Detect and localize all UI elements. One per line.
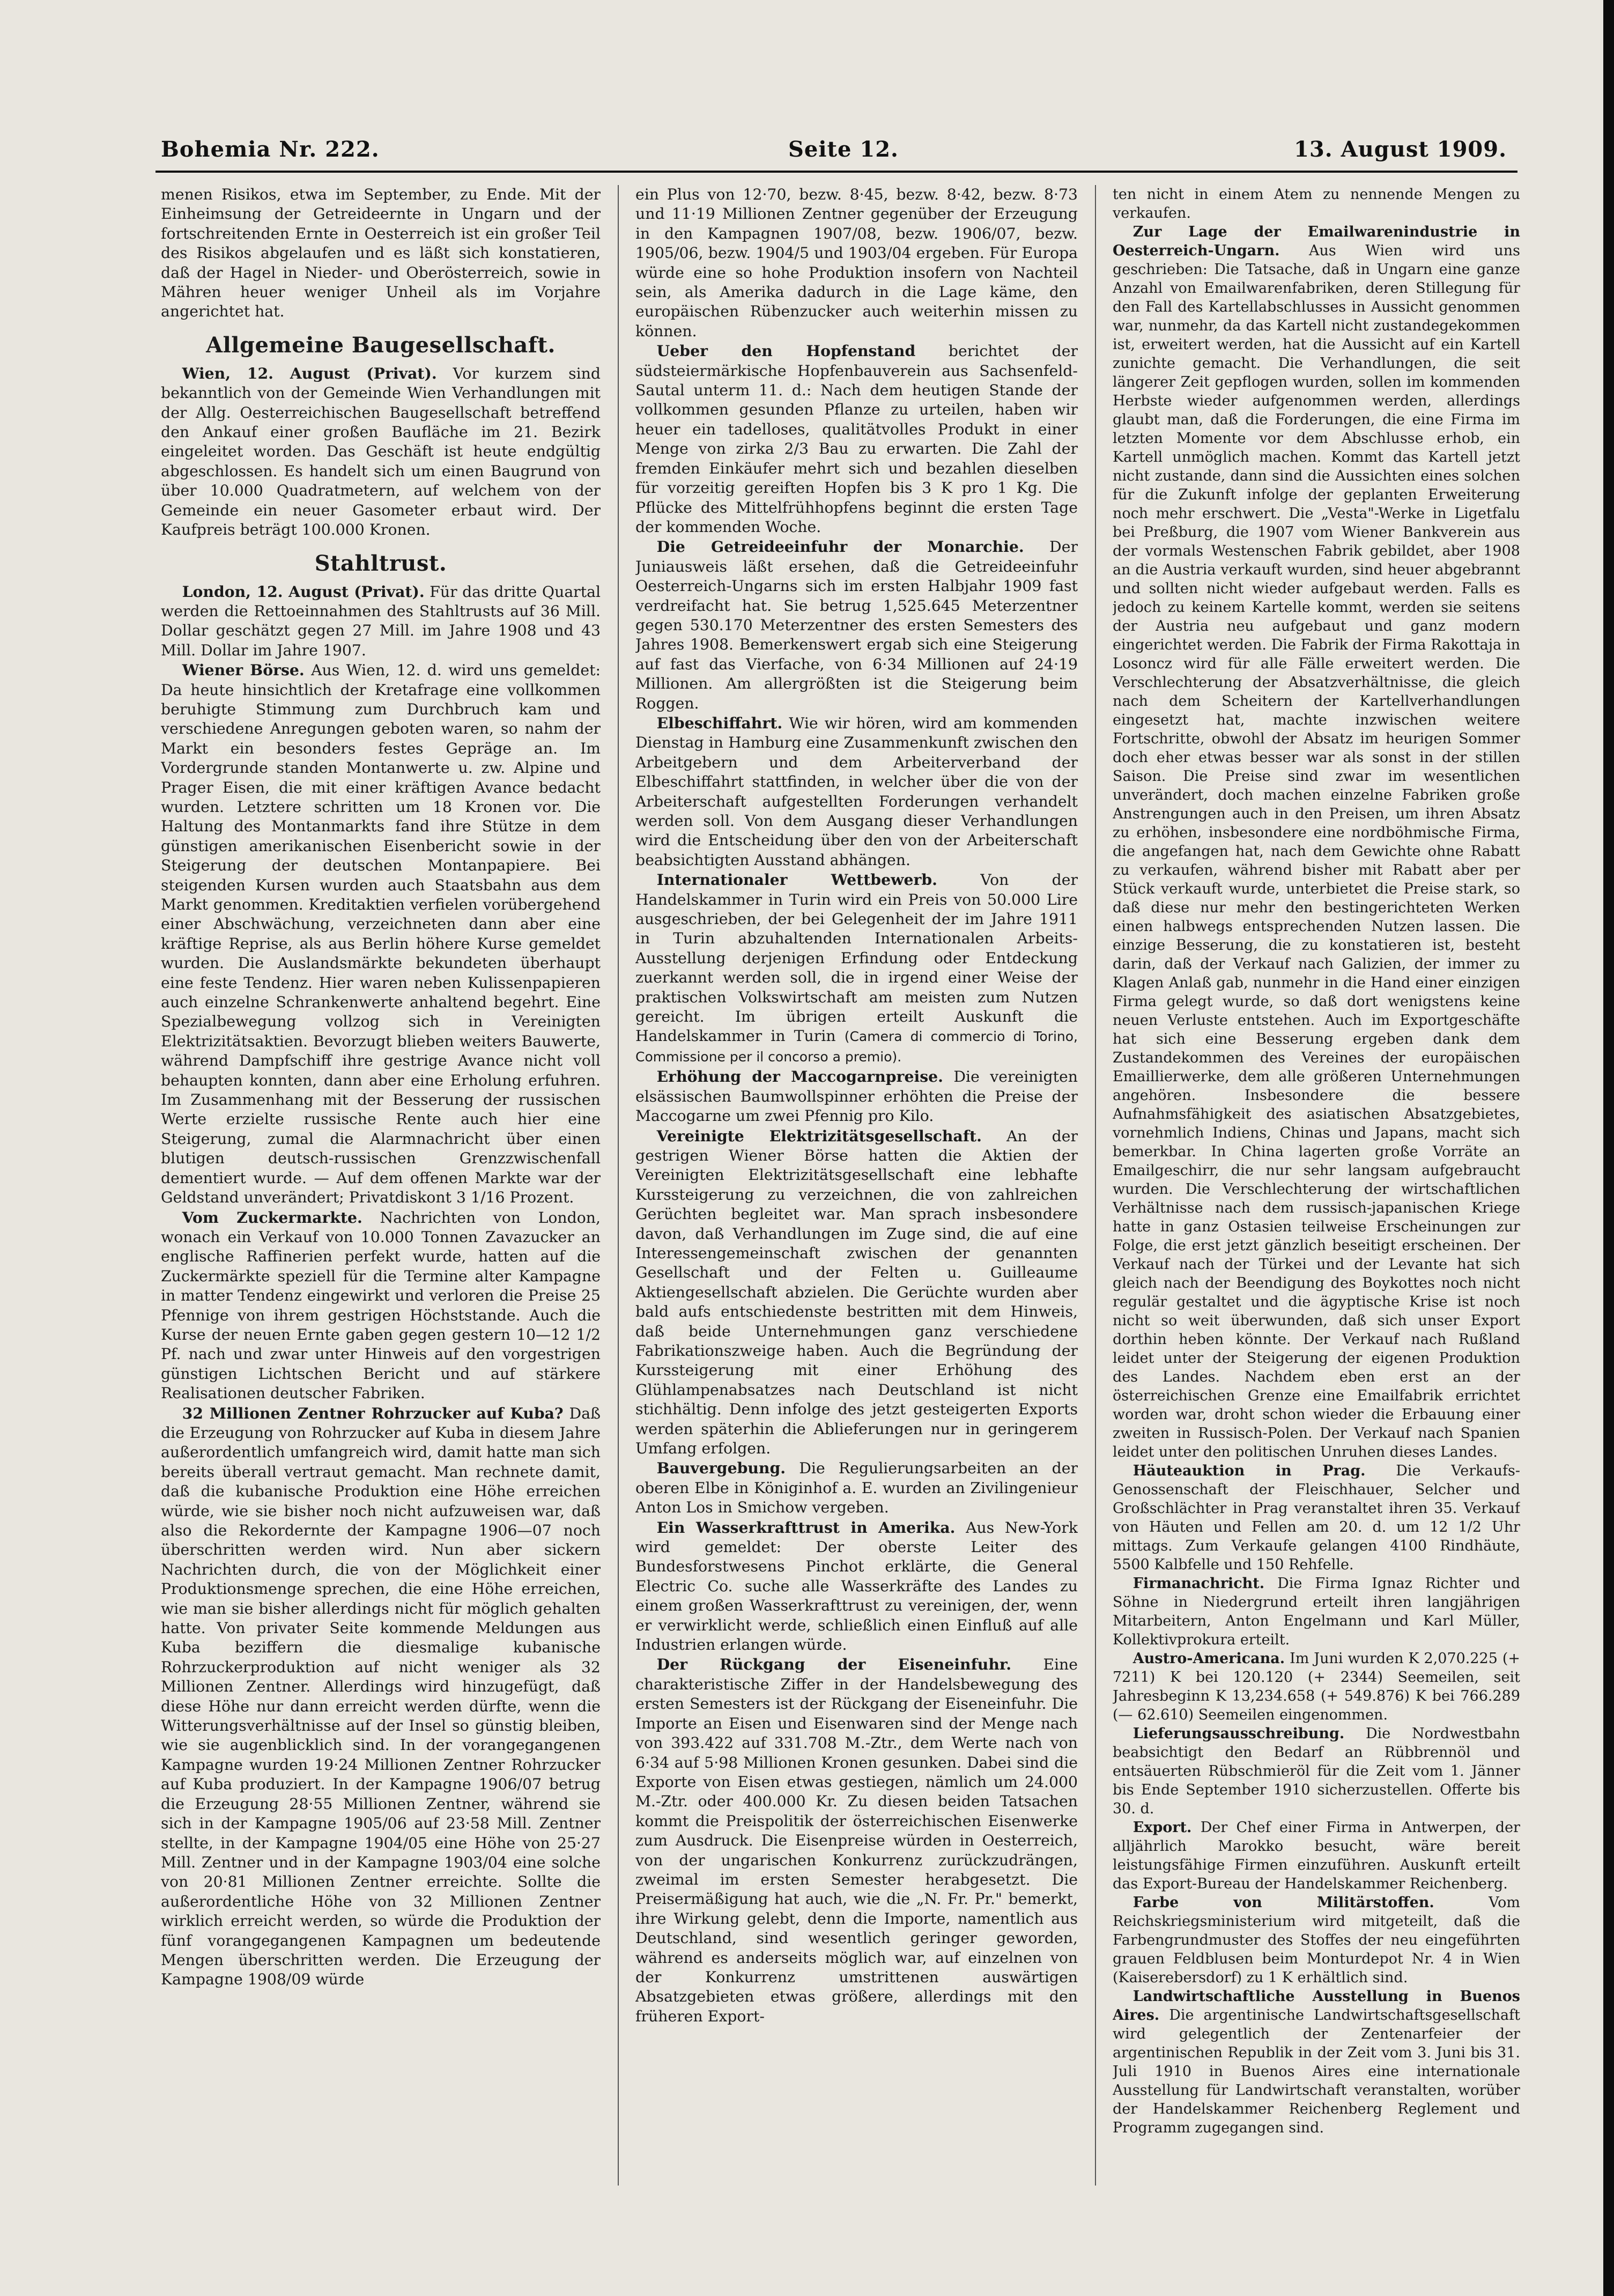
- run-in-heading: Austro-Americana.: [1132, 1650, 1285, 1667]
- article-maccogarn: [635, 1067, 1078, 1126]
- article-militaerstoffe: [1113, 1893, 1520, 1987]
- scan-edge: [1603, 0, 1614, 2296]
- article-text: Die Nordwestbahn beabsichtigt den Bedarf an Rübbrennöl und entsäuerten Rübschmieröl für die Zeit vom 1. Jänner bis Ende September 1910 sicherzustellen. Offerte bis 30. d.: [1113, 1725, 1520, 1817]
- run-in-heading: Lieferungsausschreibung.: [1132, 1725, 1345, 1742]
- dateline: London, 12. August (Privat).: [182, 582, 425, 601]
- article-text: Der Juniausweis läßt ersehen, daß die Getreideeinfuhr Oesterreich-Ungarns sich im ersten Halbjahr 1909 fast verdreifacht hat. Sie betrug 1,525.645 Meterzentner gegen 530.170 Meterzentner des ersten Semesters des Jahres 1908. Bemerkenswert ergab sich eine Steigerung auf fast das Vierfache, von 6·34 Millionen auf 24·19 Millionen. Am allergrößten ist die Steigerung beim Roggen.: [635, 538, 1078, 712]
- article-text: Vor kurzem sind bekanntlich von der Gemeinde Wien Verhandlungen mit der Allg. Oesterreichischen Baugesellschaft betreffend den Ankauf einer großen Baufläche im 21. Bezirk eingeleitet worden. Das Geschäft ist heute endgültig abgeschlossen. Es handelt sich um einen Baugrund von über 10.000 Quadratmetern, auf welchem von der Gemeinde ein neuer Gasometer erbaut wird. Der Kaufpreis beträgt 100.000 Kronen.: [161, 364, 601, 539]
- column-3: [1113, 185, 1520, 2186]
- article-text: Die argentinische Landwirtschaftsgesellschaft wird gelegentlich der Zentenarfeier der argentinischen Republik in der Zeit vom 3. Juni bis 31. Juli 1910 in Buenos Aires eine internationale Ausstellung für Landwirtschaft veranstalten, worüber der Handelskammer Reichenberg Reglement und Programm zugegangen sind.: [1113, 2007, 1520, 2136]
- run-in-heading: Vom Zuckermarkte.: [182, 1208, 362, 1227]
- article-baugesellschaft: [161, 364, 601, 540]
- article-text: Im Juni wurden K 2,070.225 (+ 7211) K bei 120.120 (+ 2344) Seemeilen, seit Jahresbeginn K 13,234.658 (+ 549.876) K bei 766.289 (— 62.610) Seemeilen eingenommen.: [1113, 1650, 1520, 1723]
- article-export: [1113, 1818, 1520, 1893]
- article-elektrizitaet: [635, 1126, 1078, 1459]
- run-in-heading: Zur Lage der Emailwarenindustrie in Oesterreich-Ungarn.: [1113, 224, 1520, 259]
- article-text: Aus Wien, 12. d. wird uns gemeldet: Da heute hinsichtlich der Kretafrage eine vollkommen beruhigte Stimmung zum Durchbruch kam und verschiedene Anregungen geboten waren, so nahm der Markt ein besonders festes Gepräge an. Im Vordergrunde standen Montanwerte u. zw. Alpine und Prager Eisen, die mit einer kräftigen Avance bedacht wurden. Letztere schritten um 18 Kronen vor. Die Haltung des Montanmarkts fand ihre Stütze in dem günstigen amerikanischen Eisenbericht sowie in der Steigerung der deutschen Montanpapiere. Bei steigenden Kursen wurden auch Staatsbahn aus dem Markt genommen. Kreditaktien verfielen vorübergehend einer Abschwächung, verzeichneten dann aber eine kräftige Reprise, als aus Berlin höhere Kurse gemeldet wurden. Die Auslandsmärkte bekundeten überhaupt eine feste Tendenz. Hier waren neben Kulissenpapieren auch einzelne Schrankenwerte anhaltend begehrt. Eine Spezialbewegung vollzog sich in Vereinigten Elektrizitätsaktien. Bevorzugt blieben weiters Bauwerte, während Dampfschiff ihre gestrige Avance nicht voll behaupten konnten, dann aber eine Erholung erfuhren. Im Zusammenhang mit der Besserung der russischen Werte erzielte russische Rente auch hier eine Steigerung, zumal die Alarmnachricht über einen blutigen deutsch-russischen Grenzzwischenfall dementiert wurde. — Auf dem offenen Markte war der Geldstand unverändert; Privatdiskont 3 1/16 Prozent.: [161, 661, 601, 1207]
- issue-date: 13. August 1909.: [1294, 137, 1507, 162]
- dateline: Wien, 12. August (Privat).: [182, 364, 437, 382]
- article-bauvergebung: [635, 1458, 1078, 1517]
- article-text: Daß die Erzeugung von Rohrzucker auf Kuba in diesem Jahre außerordentlich umfangreich wird, damit hatte man sich bereits überall vertraut gemacht. Man rechnete damit, daß die kubanische Produktion eine Höhe erreichen würde, wie sie bisher noch nicht aufzuweisen war, daß also die Rekordernte der Kampagne 1906—07 noch überschritten werden wird. Nun aber sickern Nachrichten durch, die von der Möglichkeit einer Produktionsmenge sprechen, die eine Höhe erreichen, wie man sie bisher allerdings nicht für möglich gehalten hatte. Von privater Seite kommende Meldungen aus Kuba beziffern die diesmalige kubanische Rohrzuckerproduktion auf nicht weniger als 32 Millionen Zentner. Allerdings wird hinzugefügt, daß diese Höhe nur dann erreicht werden dürfte, wenn die Witterungsverhältnisse auf der Insel so günstig bleiben, wie sie augenblicklich sind. In der vorangegangenen Kampagne wurden 19·24 Millionen Zentner Rohrzucker auf Kuba produziert. In der Kampagne 1906/07 betrug die Erzeugung 28·55 Millionen Zentner, während sie sich in der Kampagne 1905/06 auf 23·58 Mill. Zentner stellte, in der Kampagne 1904/05 eine Höhe von 25·27 Mill. Zentner und in der Kampagne 1903/04 eine solche von 20·81 Millionen Zentner erreichte. Sollte die außerordentliche Höhe von 32 Millionen Zentner wirklich erreicht werden, so würde die Produktion der fünf vorangegangenen Kampagnen um bedeutende Mengen überschritten werden. Die Erzeugung der Kampagne 1908/09 würde: [161, 1404, 601, 1989]
- column-divider: [618, 185, 619, 2186]
- article-text: berichtet der südsteiermärkische Hopfenbauverein aus Sachsenfeld-Sautal unterm 11. d.: Nach dem heutigen Stande der vollkommen gesunden Pflanze zu urteilen, haben wir heuer ein tadelloses, qualitätvolles Produkt in einer Menge von zirka 2/3 Bau zu erwarten. Die Zahl der fremden Einkäufer mehrt sich und bezahlen dieselben für vorzeitig gereiften Hopfen bis 3 K pro 1 Kg. Die Pflücke des Mittelfrühhopfens beginnt die ersten Tage der kommenden Woche.: [635, 342, 1078, 536]
- article-buenos-aires: [1113, 1987, 1520, 2137]
- masthead-left: Bohemia Nr. 222.: [161, 137, 380, 162]
- article-text: Für das dritte Quartal werden die Rettoeinnahmen des Stahltrusts auf 36 Mill. Dollar geschätzt gegen 27 Mill. im Jahre 1908 und 43 Mill. Dollar im Jahre 1907.: [161, 582, 601, 659]
- run-in-heading: Elbeschiffahrt.: [656, 713, 783, 732]
- article-stahltrust: [161, 582, 601, 661]
- article-text: Aus New-York wird gemeldet: Der oberste Leiter des Bundesforstwesens Pinchot erklärte, die General Electric Co. suche alle Wasserkräfte des Landes zu einem großen Wasserkrafttrust zu vereinigen, der, wenn er verwirklicht werde, schließlich einen Einfluß auf alle Industrien erlangen würde.: [635, 1518, 1078, 1654]
- article-text: Die Firma Ignaz Richter und Söhne in Niedergrund erteilt ihren langjährigen Mitarbeitern, Anton Engelmann und Karl Müller, Kollektivprokura erteilt.: [1113, 1575, 1520, 1648]
- section-heading-stahltrust: Stahltrust.: [314, 550, 447, 576]
- article-text: Die Regulierungsarbeiten an der oberen Elbe in Königinhof a. E. wurden an Zivilingenieur Anton Los in Smichow vergeben.: [635, 1459, 1078, 1517]
- column-2: [635, 185, 1078, 2186]
- run-in-heading: Erhöhung der Maccogarnpreise.: [656, 1067, 943, 1086]
- article-text: Wie wir hören, wird am kommenden Dienstag in Hamburg eine Zusammenkunft zwischen den Arbeitgebern und dem Arbeiterverband der Elbeschiffahrt stattfinden, in welcher über die von der Arbeiterschaft aufgestellten Forderungen verhandelt werden soll. Von dem Ausgang dieser Verhandlungen wird die Entscheidung über den von der Arbeiterschaft beabsichtigten Ausstand abhängen.: [635, 714, 1078, 869]
- run-in-heading: Die Getreideeinfuhr der Monarchie.: [656, 537, 1024, 556]
- run-in-heading: Export.: [1132, 1819, 1192, 1836]
- run-in-heading: Ueber den Hopfenstand: [656, 342, 916, 360]
- article-text: Von der Handelskammer in Turin wird ein Preis von 50.000 Lire ausgeschrieben, der bei Gelegenheit der im Jahre 1911 in Turin abzuhaltenden Internationalen Arbeits-Ausstellung derjenigen Erfindung oder Entdeckung zuerkannt werden soll, die in irgend einer Weise der praktischen Volkswirtschaft am meisten zum Nutzen gereicht. Im übrigen erteilt Auskunft die Handelskammer in Turin: [635, 871, 1078, 1045]
- article-emailwaren: [1113, 223, 1520, 1461]
- italian-name: (Camera di commercio di Torino, Commissione per il concorso a premio).: [635, 1029, 1078, 1065]
- article-wiener-boerse: [161, 660, 601, 1207]
- column-divider: [1095, 185, 1096, 2186]
- article-eiseneinfuhr: [635, 1655, 1078, 2026]
- run-in-heading: Wiener Börse.: [182, 661, 305, 680]
- article-kuba: [161, 1404, 601, 1990]
- run-in-heading: Internationaler Wettbewerb.: [656, 870, 937, 889]
- article-text: Vom Reichskriegsministerium wird mitgeteilt, daß die Farbengrundmuster des Stoffes der neu eingeführten grauen Feldblusen beim Monturdepot Nr. 4 in Wien (Kaiserebersdorf) zu 1 K erhältlich sind.: [1113, 1894, 1520, 1986]
- article-text: Der Chef einer Firma in Antwerpen, der alljährlich Marokko besucht, wäre bereit leistungsfähige Firmen einzuführen. Auskunft erteilt das Export-Bureau der Handelskammer Reichenberg.: [1113, 1819, 1520, 1892]
- article-zuckermarkt: [161, 1208, 601, 1404]
- run-in-heading: 32 Millionen Zentner Rohrzucker auf Kuba?: [182, 1404, 564, 1422]
- article-text: Eine charakteristische Ziffer in der Handelsbewegung des ersten Semesters ist der Rückgang der Eiseneinfuhr. Die Importe an Eisen und Eisenwaren sind der Menge nach von 393.422 auf 331.708 M.-Ztr., dem Werte nach von 6·34 auf 5·98 Millionen Kronen gesunken. Dabei sind die Exporte von Eisen etwas gestiegen, nämlich um 24.000 M.-Ztr. oder 400.000 Kr. Zu diesen beiden Tatsachen kommt die Preispolitik der österreichischen Eisenwerke zum Ausdruck. Die Eisenpreise würden in Oesterreich, von der ungarischen Konkurrenz zurückzudrängen, zweimal im ersten Semester herabgesetzt. Die Preisermäßigung hat auch, wie die „N. Fr. Pr." bemerkt, ihre Wirkung gelebt, denn die Importe, namentlich aus Deutschland, sind wesentlich geringer geworden, während es anderseits möglich war, auf einzelnen von der Konkurrenz umstrittenen auswärtigen Absatzgebieten etwas größere, allerdings mit den früheren Export-: [635, 1656, 1078, 2025]
- header-rule: [156, 171, 1517, 173]
- run-in-heading: Landwirtschaftliche Ausstellung in Buenos Aires.: [1113, 1988, 1520, 2024]
- article-haeuteauktion: [1113, 1461, 1520, 1574]
- article-firmanachricht: [1113, 1574, 1520, 1649]
- run-in-heading: Farbe von Militärstoffen.: [1132, 1894, 1434, 1911]
- run-in-heading: Firmanachricht.: [1132, 1575, 1265, 1592]
- page-number: Seite 12.: [788, 137, 899, 162]
- article-getreideeinfuhr: [635, 537, 1078, 713]
- run-in-heading: Ein Wasserkrafttrust in Amerika.: [656, 1518, 956, 1537]
- run-in-heading: Der Rückgang der Eiseneinfuhr.: [656, 1655, 1012, 1674]
- article-elbeschiffahrt: [635, 713, 1078, 870]
- run-in-heading: Häuteauktion in Prag.: [1132, 1463, 1366, 1479]
- article-text: Nachrichten von London, wonach ein Verkauf von 10.000 Tonnen Zavazucker an englische Raffinerien perfekt wurde, hatten auf die Zuckermärkte speziell für die Termine alter Kampagne in matter Tendenz eingewirkt und verloren die Preise 25 Pfennige von ihrem gestrigen Höchststande. Auch die Kurse der neuen Ernte gaben gegen gestern 10—12 1/2 Pf. nach und zwar unter Hinweis auf den vorgestrigen günstigen Lichtschen Bericht und auf stärkere Realisationen deutscher Fabriken.: [161, 1208, 601, 1402]
- article-continuation: menen Risikos, etwa im September, zu Ende. Mit der Einheimsung der Getreideernte in Ungarn und der fortschreitenden Ernte in Oesterreich ist ein großer Teil des Risikos abgelaufen und es läßt sich konstatieren, daß der Hagel in Nieder- und Oberösterreich, sowie in Mähren heuer weniger Unheil als im Vorjahre angerichtet hat.: [161, 186, 601, 321]
- article-austro-americana: [1113, 1649, 1520, 1724]
- article-hopfenstand: [635, 341, 1078, 537]
- article-lieferung: [1113, 1724, 1520, 1818]
- article-continuation: ten nicht in einem Atem zu nennende Mengen zu verkaufen.: [1113, 186, 1520, 222]
- article-text: Aus Wien wird uns geschrieben: Die Tatsache, daß in Ungarn eine ganze Anzahl von Emailwarenfabriken, deren Stillegung für den Fall des Kartellabschlusses in Aussicht genommen war, nunmehr, da das Kartell nicht zustandegekommen ist, erweitert werden, hat die Aussicht auf ein Kartell zunichte gemacht. Die Verhandlungen, die seit längerer Zeit gepflogen wurden, sollen im kommenden Herbste wieder aufgenommen werden, allerdings glaubt man, daß die Forderungen, die eine Firma im letzten Momente vor dem Abschlusse erhob, ein Kartell unmöglich machen. Kommt das Kartell jetzt nicht zustande, dann sind die Aussichten eines solchen für die Zukunft infolge der geplanten Erweiterung noch mehr erschwert. Die „Vesta"-Werke in Ligetfalu bei Preßburg, die 1907 vom Wiener Bankverein aus der vormals Westenschen Fabrik gebildet, aber 1908 an die Austria verkauft wurden, sind heuer abgebrannt und sollten nicht wieder aufgebaut werden. Falls es jedoch zu keinem Kartelle kommt, werden sie seitens der Austria neu aufgebaut und ganz modern eingerichtet werden. Die Fabrik der Firma Rakottaja in Losoncz wird für alle Fälle erweitert werden. Die Verschlechterung der Absatzverhältnisse, die gleich nach dem Scheitern der Kartellverhandlungen eingesetzt hat, machte inzwischen weitere Fortschritte, obwohl der Absatz im heurigen Sommer doch eher etwas besser war als sonst in der stillen Saison. Die Preise sind zwar im wesentlichen unverändert, doch machen einzelne Fabriken große Anstrengungen auch in den Preisen, um ihren Absatz zu erhöhen, insbesondere eine nordböhmische Firma, die angefangen hat, nach dem Gewichte ohne Rabatt zu verkaufen, während bisher mit Rabatt aber per Stück verkauft wurde, unterbietet die Preise stark, so daß diese nur mehr den bestingerichteten Werken einen halbwegs entsprechenden Nutzen lassen. Die einzige Besserung, die zu konstatieren ist, besteht darin, daß der Verkauf nach Galizien, der immer zu Klagen Anlaß gab, nunmehr in die Hand einer einzigen Firma gelegt wurde, so daß dort wenigstens keine neuen Verluste entstehen. Auch im Exportgeschäfte hat sich eine Besserung ergeben dank dem Zustandekommen des Vereines der europäischen Emaillierwerke, dem alle größeren Unternehmungen angehören. Insbesondere die bessere Aufnahmsfähigkeit des asiatischen Absatzgebietes, vornehmlich Indiens, Chinas und Japans, macht sich bemerkbar. In China lagerten große Vorräte an Emailgeschirr, die nur sehr langsam aufgebraucht wurden. Die Verschlechterung der wirtschaftlichen Verhältnisse nach dem russisch-japanischen Kriege hatte in ganz Ostasien teilweise Erscheinungen zur Folge, die erst jetzt gänzlich beseitigt erscheinen. Der Verkauf nach der Türkei und der Levante hat sich gleich nach der Beendigung des Boykottes noch nicht regulär gestaltet und die ägyptische Krise ist noch nicht so weit überwunden, daß sich unser Export dorthin heben könnte. Der Verkauf nach Rußland leidet unter der Steigerung der eigenen Produktion des Landes. Nachdem eben erst an der österreichischen Grenze eine Emailfabrik errichtet worden war, droht schon wieder die Erbauung einer zweiten in Russisch-Polen. Der Verkauf nach Spanien leidet unter den politischen Unruhen dieses Landes.: [1113, 242, 1520, 1460]
- article-text: Die Verkaufs-Genossenschaft der Fleischhauer, Selcher und Großschlächter in Prag veranstaltet ihren 35. Verkauf von Häuten und Fellen am 20. d. um 12 1/2 Uhr mittags. Zum Verkaufe gelangen 4100 Rindhäute, 5500 Kalbfelle und 150 Rehfelle.: [1113, 1463, 1520, 1573]
- run-in-heading: Bauvergebung.: [656, 1459, 786, 1478]
- article-text: An der gestrigen Wiener Börse hatten die Aktien der Vereinigten Elektrizitätsgesellschaft eine lebhafte Kurssteigerung zu verzeichnen, die von zahlreichen Gerüchten begleitet war. Man sprach insbesondere davon, daß Verhandlungen im Zuge sind, die auf eine Interessengemeinschaft zwischen der genannten Gesellschaft und der Felten u. Guilleaume Aktiengesellschaft abzielen. Die Gerüchte wurden aber bald aufs entschiedenste bestritten mit dem Hinweis, daß beide Unternehmungen ganz verschiedene Fabrikationszweige haben. Auch die Begründung der Kurssteigerung mit einer Erhöhung des Glühlampenabsatzes nach Deutschland ist nicht stichhältig. Denn infolge des jetzt gesteigerten Exports werden späterhin die Ablieferungen nur in geringerem Umfang erfolgen.: [635, 1127, 1078, 1457]
- article-wettbewerb: [635, 870, 1078, 1067]
- article-text: Die vereinigten elsässischen Baumwollspinner erhöhten die Preise der Maccogarne um zwei Pfennig pro Kilo.: [635, 1068, 1078, 1125]
- article-continuation: ein Plus von 12·70, bezw. 8·45, bezw. 8·42, bezw. 8·73 und 11·19 Millionen Zentner gegenüber der Erzeugung in den Kampagnen 1907/08, bezw. 1906/07, bezw. 1905/06, bezw. 1904/5 und 1903/04 ergeben. Für Europa würde eine so hohe Produktion insofern von Nachteil sein, als Amerika dadurch in die Lage käme, den europäischen Rübenzucker auch weiterhin missen zu können.: [635, 186, 1078, 340]
- section-heading-baugesellschaft: Allgemeine Baugesellschaft.: [206, 332, 556, 358]
- column-1: [161, 185, 601, 2186]
- article-wasserkrafttrust: [635, 1518, 1078, 1655]
- run-in-heading: Vereinigte Elektrizitätsgesellschaft.: [656, 1126, 982, 1145]
